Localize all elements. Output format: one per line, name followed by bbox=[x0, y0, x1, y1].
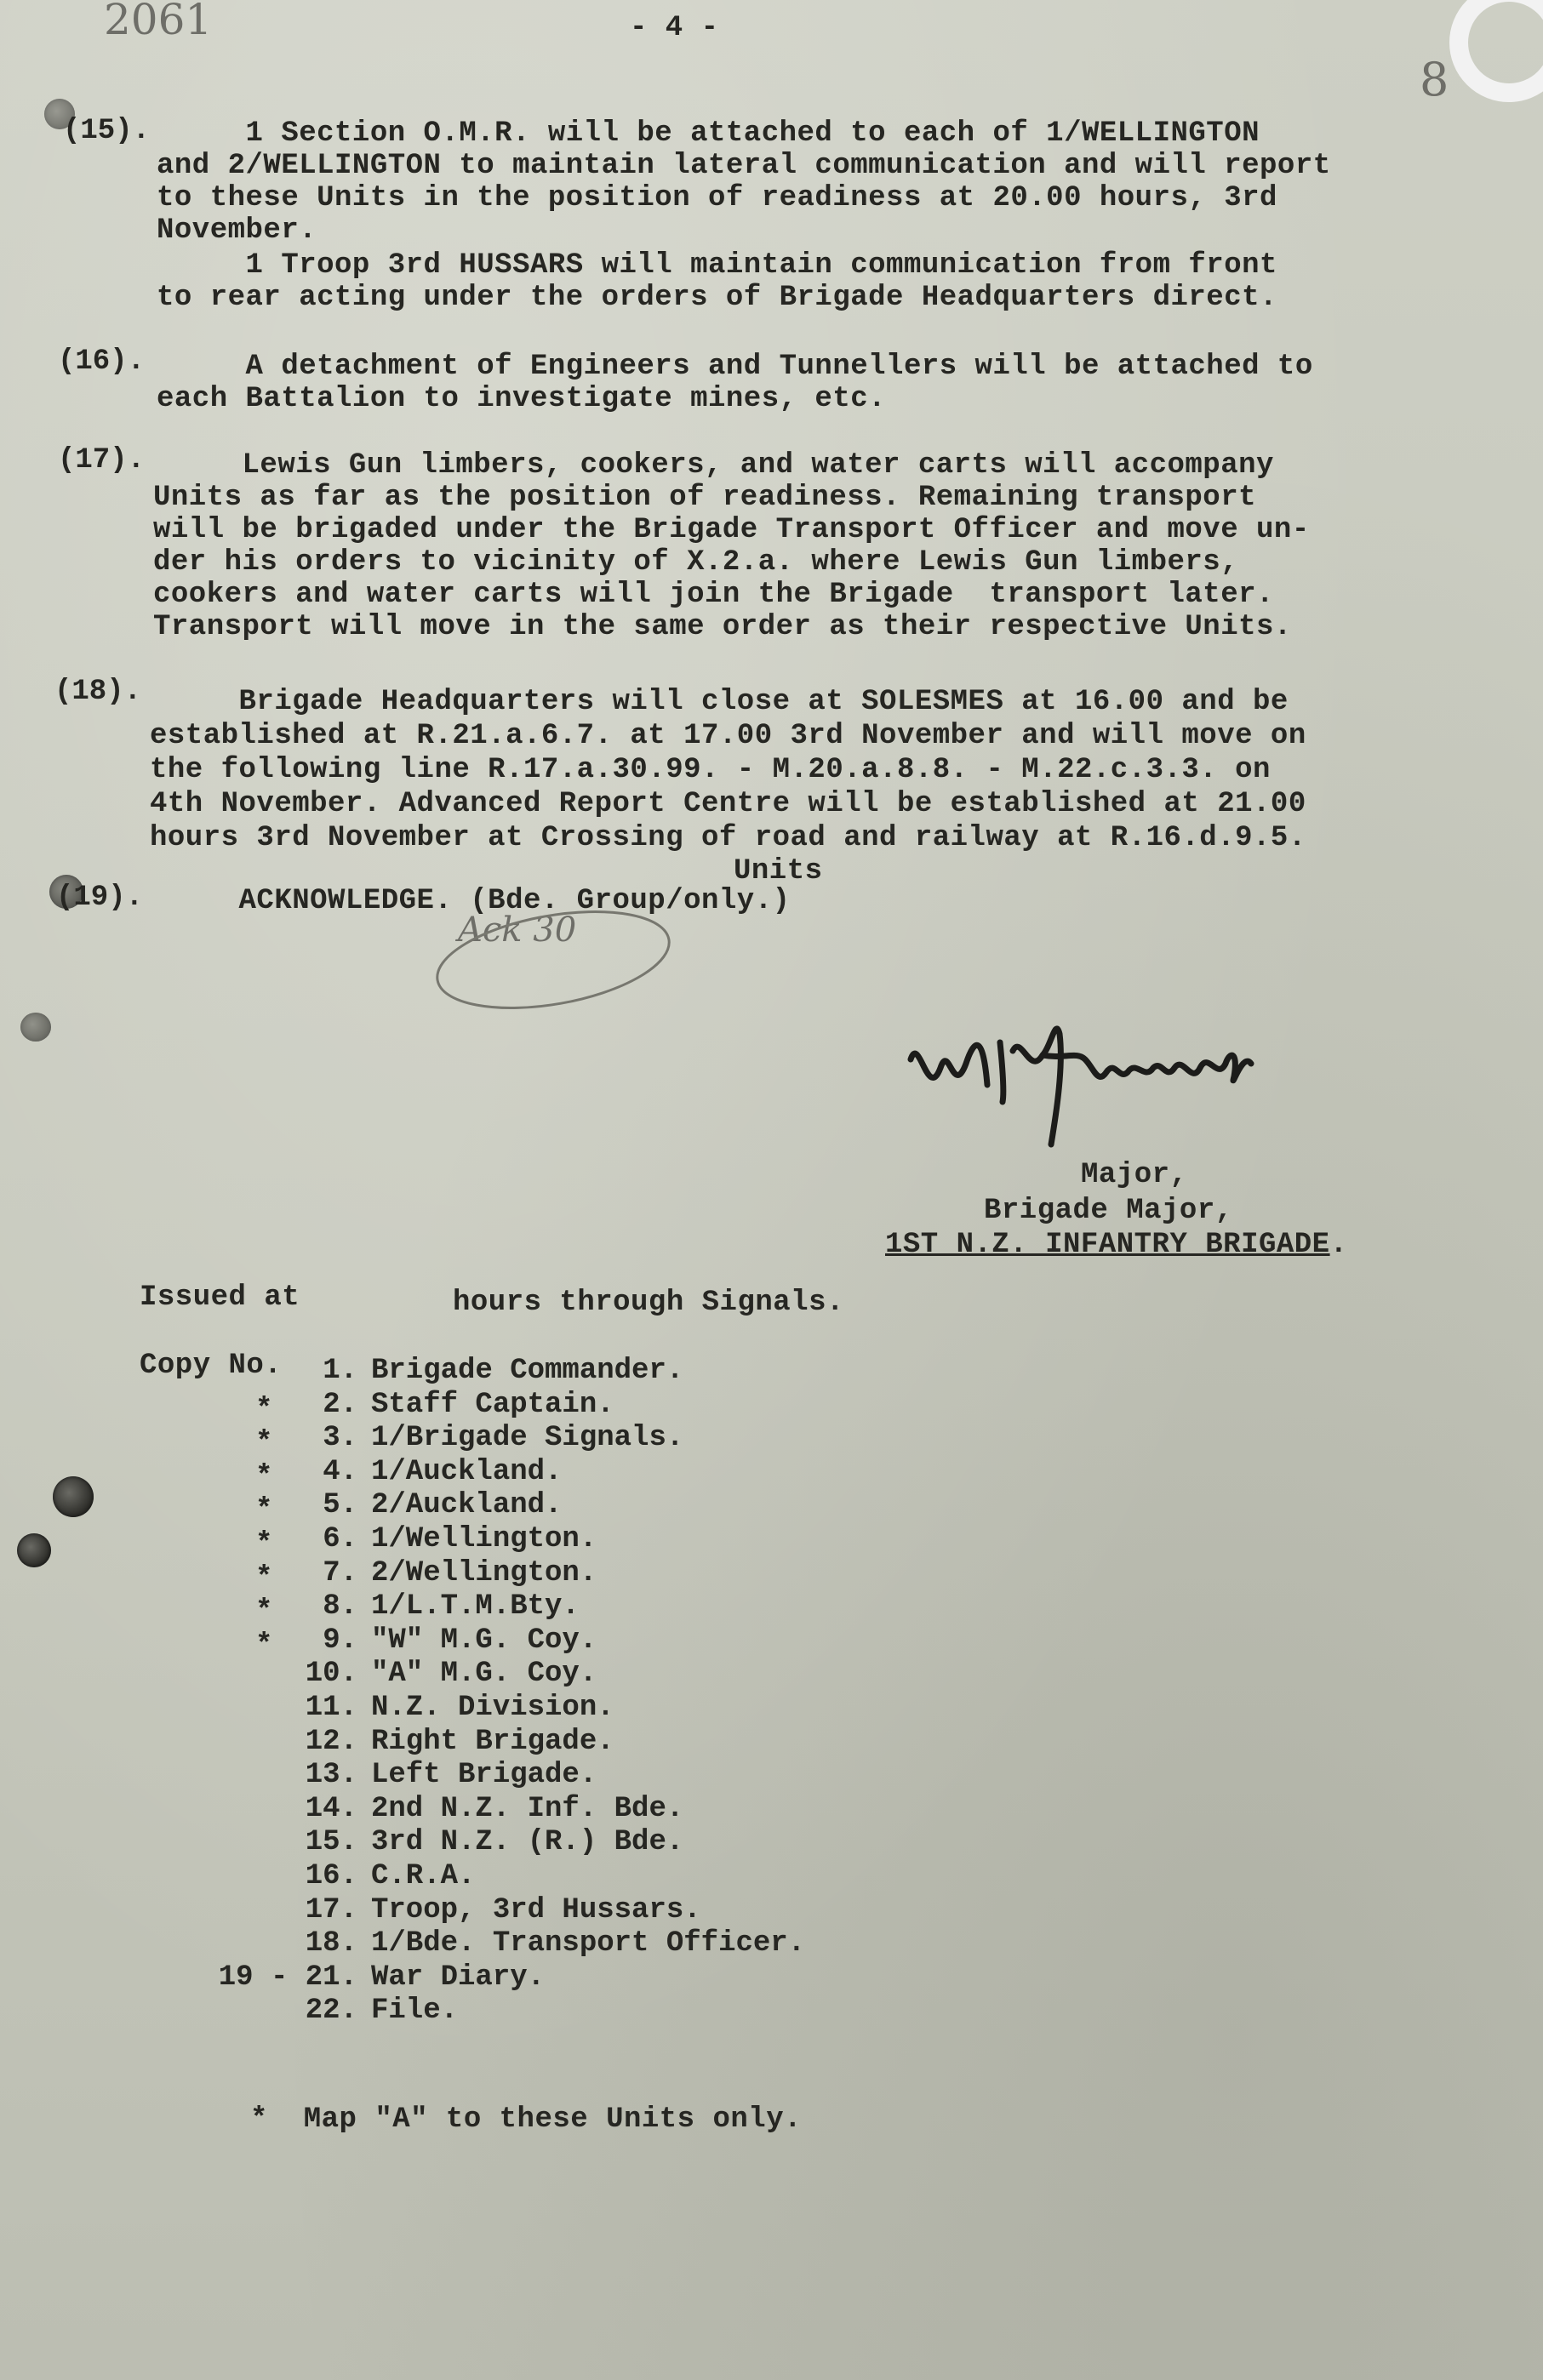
copy-number: 13. bbox=[305, 1759, 357, 1791]
copy-recipient: Staff Captain. bbox=[371, 1389, 614, 1421]
copy-star-marker: * bbox=[255, 1427, 273, 1459]
copy-recipient: War Diary. bbox=[371, 1961, 546, 1994]
copy-number: 9. bbox=[323, 1624, 357, 1657]
issued-label: Issued at bbox=[140, 1281, 300, 1314]
paragraph-line: 4th November. Advanced Report Centre will be established at 21.00 bbox=[150, 788, 1306, 820]
copy-star-marker: * bbox=[255, 1494, 273, 1527]
map-footnote: * Map "A" to these Units only. bbox=[250, 2103, 803, 2136]
copy-recipient: 1/L.T.M.Bty. bbox=[371, 1590, 580, 1623]
paragraph-line: 1 Section O.M.R. will be attached to each of 1/WELLINGTON bbox=[157, 117, 1260, 150]
paragraph-line: and 2/WELLINGTON to maintain lateral communication and will report bbox=[157, 150, 1331, 182]
copy-recipient: C.R.A. bbox=[371, 1860, 476, 1892]
copy-recipient: 1/Bde. Transport Officer. bbox=[371, 1927, 806, 1960]
copy-number: 15. bbox=[305, 1826, 357, 1858]
copy-number: 17. bbox=[305, 1894, 357, 1926]
copy-star-marker: * bbox=[255, 1461, 273, 1493]
signatory-unit-name: 1ST N.Z. INFANTRY BRIGADE bbox=[885, 1229, 1330, 1261]
paragraph-line: to these Units in the position of readiness at 20.00 hours, 3rd bbox=[157, 182, 1277, 214]
paragraph-line: Transport will move in the same order as their respective Units. bbox=[153, 611, 1292, 643]
copy-recipient: "A" M.G. Coy. bbox=[371, 1658, 597, 1690]
paragraph-line: Brigade Headquarters will close at SOLESMES at 16.00 and be bbox=[150, 686, 1289, 718]
issued-rest: hours through Signals. bbox=[453, 1287, 844, 1319]
copy-number: 6. bbox=[323, 1523, 357, 1555]
page-label: - 4 - bbox=[630, 12, 719, 44]
copy-number: 10. bbox=[305, 1658, 357, 1690]
copy-recipient: N.Z. Division. bbox=[371, 1692, 614, 1724]
copy-recipient: 2/Auckland. bbox=[371, 1489, 563, 1521]
signatory-role: Brigade Major, bbox=[984, 1195, 1233, 1227]
copy-number: 8. bbox=[323, 1590, 357, 1623]
copy-star-marker: * bbox=[255, 1528, 273, 1561]
copy-recipient: 1/Wellington. bbox=[371, 1523, 597, 1555]
copy-recipient: Brigade Commander. bbox=[371, 1355, 684, 1387]
paragraph-line: hours 3rd November at Crossing of road and railway at R.16.d.9.5. bbox=[150, 822, 1306, 854]
units-insertion: Units bbox=[734, 855, 823, 888]
signatory-unit-suffix: . bbox=[1329, 1229, 1348, 1261]
punch-hole-mid bbox=[20, 1013, 51, 1042]
copy-star-marker: * bbox=[255, 1595, 273, 1628]
copy-recipient: 1/Auckland. bbox=[371, 1456, 563, 1488]
pencil-circle-icon bbox=[430, 900, 677, 1019]
handwritten-signature bbox=[902, 1000, 1311, 1153]
paragraph-line: 1 Troop 3rd HUSSARS will maintain communication from front bbox=[157, 249, 1277, 282]
copy-star-marker: * bbox=[255, 1394, 273, 1426]
paragraph-line: to rear acting under the orders of Brigade Headquarters direct. bbox=[157, 282, 1277, 314]
copy-recipient: 2/Wellington. bbox=[371, 1557, 597, 1590]
copy-number: 7. bbox=[323, 1557, 357, 1590]
copy-number: 11. bbox=[305, 1692, 357, 1724]
paragraph-line: cookers and water carts will join the Brigade transport later. bbox=[153, 579, 1274, 611]
punch-hole-bottom bbox=[17, 1533, 51, 1567]
copy-number: 1. bbox=[323, 1355, 357, 1387]
copy-number: 14. bbox=[305, 1793, 357, 1825]
copy-number: 19 - 21. bbox=[218, 1961, 357, 1994]
paragraph-number: (18). bbox=[54, 676, 142, 708]
copy-number: 18. bbox=[305, 1927, 357, 1960]
copy-number: 4. bbox=[323, 1456, 357, 1488]
paragraph-number: (15). bbox=[63, 115, 151, 147]
paragraph-line: the following line R.17.a.30.99. - M.20.a.8.8. - M.22.c.3.3. on bbox=[150, 754, 1271, 786]
paragraph-line: A detachment of Engineers and Tunnellers will be attached to bbox=[157, 351, 1313, 383]
copy-recipient: "W" M.G. Coy. bbox=[371, 1624, 597, 1657]
copy-heading: Copy No. bbox=[140, 1350, 283, 1382]
acknowledge-line: ACKNOWLEDGE. (Bde. Group/only.) bbox=[150, 885, 791, 917]
paragraph-line: November. bbox=[157, 214, 317, 247]
copy-number: 16. bbox=[305, 1860, 357, 1892]
paragraph-number: (17). bbox=[58, 444, 146, 477]
copy-star-marker: * bbox=[255, 1562, 273, 1595]
paragraph-line: Units as far as the position of readiness. Remaining transport bbox=[153, 482, 1257, 514]
copy-number: 3. bbox=[323, 1422, 357, 1454]
copy-recipient: Troop, 3rd Hussars. bbox=[371, 1894, 701, 1926]
copy-star-marker: * bbox=[255, 1629, 273, 1662]
paragraph-line: each Battalion to investigate mines, etc. bbox=[157, 383, 887, 415]
copy-recipient: Right Brigade. bbox=[371, 1726, 614, 1758]
paragraph-number: (16). bbox=[58, 345, 146, 378]
copy-recipient: 2nd N.Z. Inf. Bde. bbox=[371, 1793, 684, 1825]
punch-hole-lower bbox=[53, 1476, 94, 1517]
copy-number: 2. bbox=[323, 1389, 357, 1421]
paragraph-line: Lewis Gun limbers, cookers, and water carts will accompany bbox=[153, 449, 1274, 482]
copy-number: 12. bbox=[305, 1726, 357, 1758]
paragraph-line: will be brigaded under the Brigade Transport Officer and move un- bbox=[153, 514, 1310, 546]
paper-clip-icon bbox=[1449, 0, 1543, 102]
copy-number: 5. bbox=[323, 1489, 357, 1521]
paragraph-line: der his orders to vicinity of X.2.a. where Lewis Gun limbers, bbox=[153, 546, 1239, 579]
signatory-unit bbox=[885, 1229, 1348, 1262]
copy-recipient: 3rd N.Z. (R.) Bde. bbox=[371, 1826, 684, 1858]
pencil-acknowledgement-note: Ack 30 bbox=[458, 910, 577, 950]
folio-number: 8 bbox=[1420, 53, 1449, 106]
signatory-rank: Major, bbox=[1081, 1159, 1188, 1191]
paragraph-number: (19). bbox=[56, 882, 144, 914]
copy-number: 22. bbox=[305, 1995, 357, 2027]
copy-recipient: 1/Brigade Signals. bbox=[371, 1422, 684, 1454]
pencil-archive-number: 2061 bbox=[104, 0, 213, 44]
copy-recipient: Left Brigade. bbox=[371, 1759, 597, 1791]
paragraph-line: established at R.21.a.6.7. at 17.00 3rd November and will move on bbox=[150, 720, 1306, 752]
copy-recipient: File. bbox=[371, 1995, 459, 2027]
